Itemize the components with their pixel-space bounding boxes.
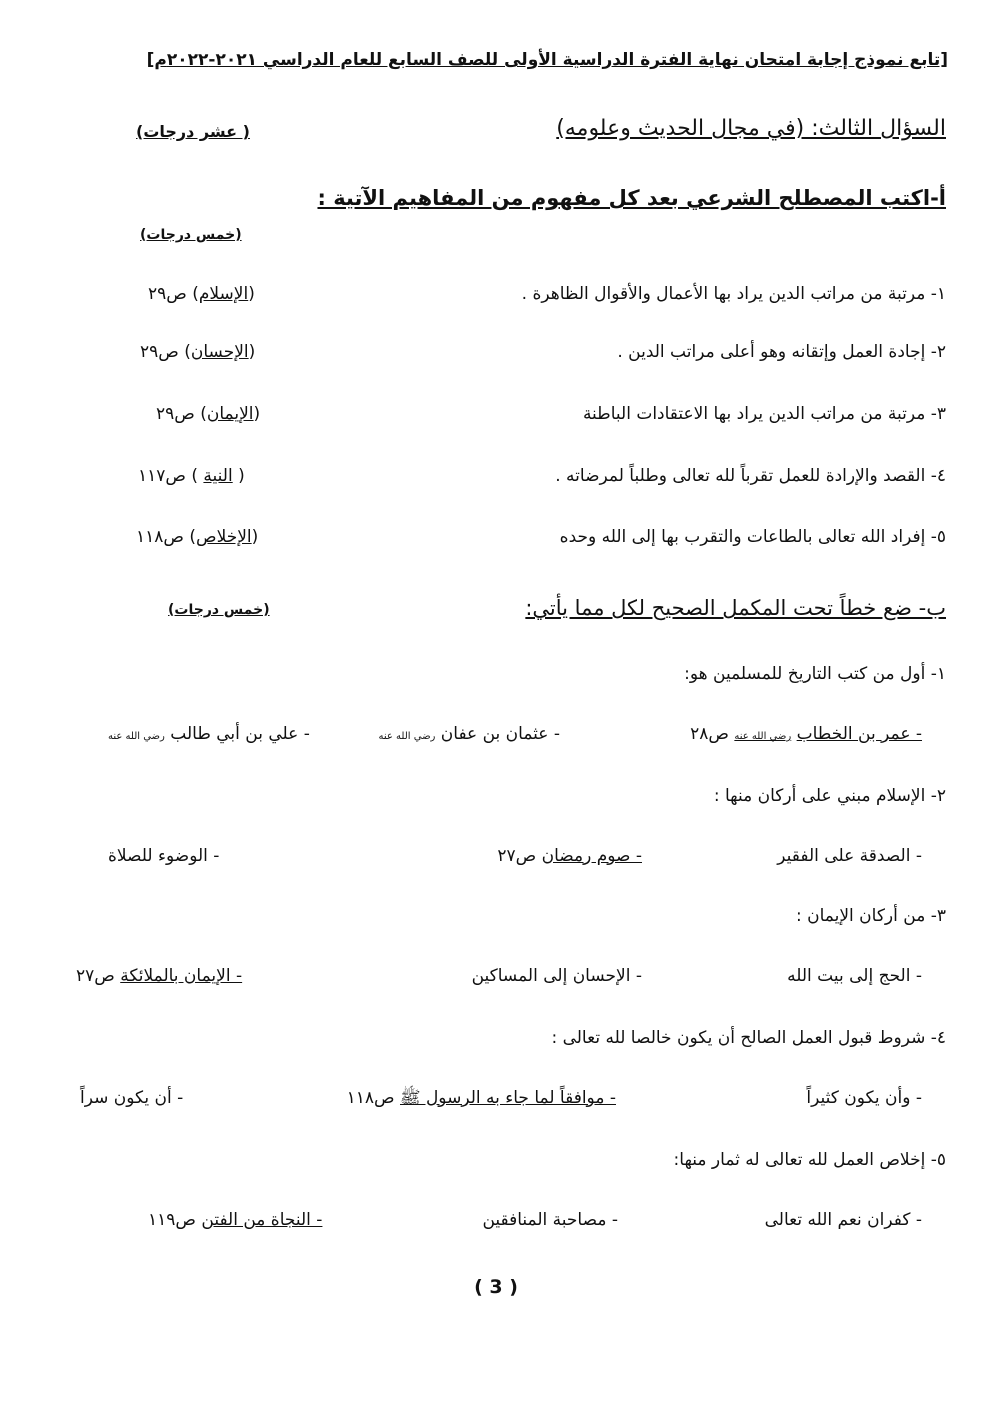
page-ref: ص١١٧ [138, 466, 186, 486]
page-ref: ص٢٩ [148, 284, 187, 304]
page-ref: ص١١٨ [136, 527, 184, 547]
section-b-q3-option-2: - الإحسان إلى المساكين [471, 966, 642, 986]
section-b-question-5: ٥- إخلاص العمل لله تعالى له ثمار منها: [673, 1150, 946, 1170]
page-ref: ص١١٩ [148, 1210, 196, 1230]
section-b-question-4: ٤- شروط قبول العمل الصالح أن يكون خالصا لله تعالى : [551, 1028, 946, 1048]
section-b-q2-option-2: - صوم رمضان ص٢٧ [497, 846, 642, 866]
section-b-marks: (خمس درجات) [168, 602, 270, 618]
section-a-item-1: ١- مرتبة من مراتب الدين يراد بها الأعمال والأقوال الظاهرة . [521, 284, 946, 304]
page-ref: ص١١٨ [346, 1088, 395, 1108]
section-b-q3-option-1: - الحج إلى بيت الله [787, 966, 922, 986]
section-b-q1-option-2: - عثمان بن عفان رضي الله عنه [378, 724, 560, 744]
section-a-item-2: ٢- إجادة العمل وإتقانه وهو أعلى مراتب الدين . [617, 342, 946, 362]
answer-term: الإيمان [206, 404, 254, 424]
section-a-answer-4: ( النية ) ص١١٧ [138, 466, 245, 486]
section-b-q4-option-1: - وأن يكون كثيراً [806, 1088, 922, 1108]
section-b-q3-option-3: - الإيمان بالملائكة ص٢٧ [76, 966, 243, 986]
section-b-question-2: ٢- الإسلام مبني على أركان منها : [713, 786, 946, 806]
section-a-marks: (خمس درجات) [140, 227, 242, 243]
answer-term: النية [203, 466, 233, 486]
page-ref: ص٢٩ [140, 342, 179, 362]
section-b-q5-option-2: - مصاحبة المنافقين [482, 1210, 618, 1230]
section-b-q2-option-3: - الوضوء للصلاة [108, 846, 220, 866]
section-b-title: ب- ضع خطاً تحت المكمل الصحيح لكل مما يأتي: [525, 596, 946, 620]
section-b-q2-option-1: - الصدقة على الفقير [777, 846, 922, 866]
page-ref: ص٢٩ [156, 404, 195, 424]
section-b-q1-option-3: - علي بن أبي طالب رضي الله عنه [108, 724, 310, 744]
answer-term: الإسلام [198, 284, 249, 304]
section-a-title: أ-اكتب المصطلح الشرعي بعد كل مفهوم من المفاهيم الآتية : [317, 186, 946, 210]
section-a-answer-1: (الإسلام) ص٢٩ [148, 284, 255, 304]
section-b-q5-option-1: - كفران نعم الله تعالى [764, 1210, 922, 1230]
section-b-question-1: ١- أول من كتب التاريخ للمسلمين هو: [684, 664, 946, 684]
question-3-title: السؤال الثالث: (في مجال الحديث وعلومه) [556, 116, 946, 141]
page-number: ( 3 ) [474, 1276, 518, 1298]
page-ref: ص٢٨ [690, 724, 729, 744]
question-3-marks: ( عشر درجات) [136, 122, 250, 141]
section-b-q4-option-3: - أن يكون سراً [80, 1088, 184, 1108]
page-ref: ص٢٧ [497, 846, 537, 866]
section-b-q5-option-3: - النجاة من الفتن ص١١٩ [148, 1210, 323, 1230]
exam-header-title: [تابع نموذج إجابة امتحان نهاية الفترة الدراسية الأولى للصف السابع للعام الدراسي ٢٠٢١-٢٠٢٢م] [146, 50, 948, 70]
answer-term: الإحسان [190, 342, 249, 362]
section-a-answer-5: (الإخلاص) ص١١٨ [136, 527, 259, 547]
section-a-item-4: ٤- القصد والإرادة للعمل تقرباً لله تعالى وطلباً لمرضاته . [555, 466, 946, 486]
section-b-q4-option-2: - موافقاً لما جاء به الرسول ﷺ ص١١٨ [346, 1088, 616, 1108]
section-b-question-3: ٣- من أركان الإيمان : [796, 906, 946, 926]
section-a-item-3: ٣- مرتبة من مراتب الدين يراد بها الاعتقادات الباطنة [582, 404, 946, 424]
answer-term: الإخلاص [196, 527, 252, 547]
section-a-item-5: ٥- إفراد الله تعالى بالطاعات والتقرب بها إلى الله وحده [559, 527, 946, 547]
section-a-answer-3: (الإيمان) ص٢٩ [156, 404, 261, 424]
section-b-q1-option-1: - عمر بن الخطاب رضي الله عنه ص٢٨ [690, 724, 922, 744]
section-a-answer-2: (الإحسان) ص٢٩ [140, 342, 256, 362]
page-ref: ص٢٧ [76, 966, 115, 986]
